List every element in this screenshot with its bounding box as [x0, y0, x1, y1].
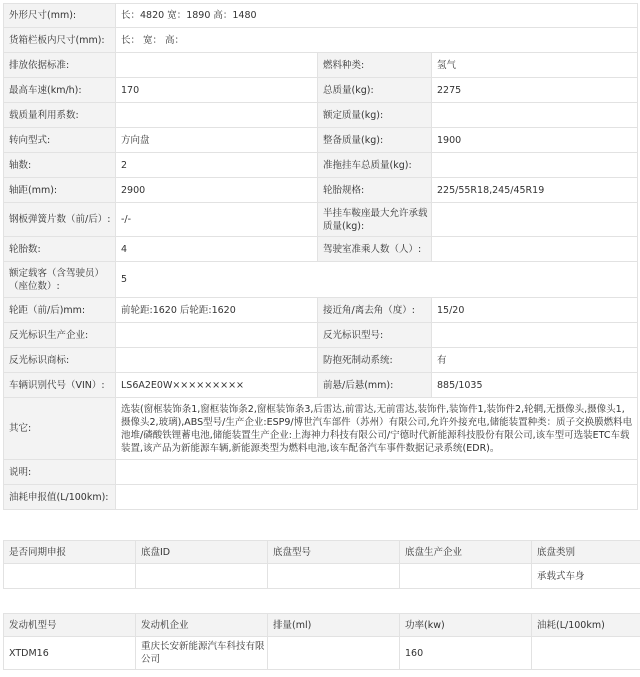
- spec-value: 885/1035: [432, 373, 638, 398]
- chassis-data-row: [4, 564, 640, 589]
- spec-label: 总质量(kg):: [318, 78, 432, 103]
- engine-cell: [268, 637, 400, 670]
- engine-header: 排量(ml): [268, 614, 400, 637]
- chassis-cell: [136, 564, 268, 589]
- spec-row: [4, 4, 638, 28]
- spec-value: [432, 203, 638, 237]
- spec-label: 载质量利用系数:: [4, 103, 116, 128]
- chassis-header: 是否同期申报: [4, 541, 136, 564]
- spec-label: 反光标识商标:: [4, 348, 116, 373]
- spec-value: [116, 103, 318, 128]
- spec-value: [116, 348, 318, 373]
- vin-value: LS6A2E0W×××××××××: [116, 373, 318, 398]
- engine-cell: 160: [400, 637, 532, 670]
- spec-label: 车辆识别代号（VIN）:: [4, 373, 116, 398]
- chassis-table: [3, 540, 640, 589]
- spec-value: 方向盘: [116, 128, 318, 153]
- engine-cell: 重庆长安新能源汽车科技有限公司: [136, 637, 268, 670]
- other-notes: 选装(窗框装饰条1,窗框装饰条2,窗框装饰条3,后雷达,前雷达,无前雷达,装饰件,装饰件1,装饰件2,轮辋,无摄像头,摄像头1,摄像头2,玻璃),ABS型号/生产企业:ESP9/博世汽车部件（苏州）有限公司,允许外接充电,储能装置种类：质子交换膜燃料电池堆/磷酸铁锂蓄电池,储能装置生产企业:上海神力科技有限公司/宁德时代新能源科技股份有限公司,该车型可选装ETC车载装置,该产品为新能源车辆,新能源类型为燃料电池,该车配备汽车事件数据记录系统(EDR)。: [116, 398, 638, 460]
- engine-header: 发动机型号: [4, 614, 136, 637]
- spec-row: [4, 128, 638, 153]
- chassis-cell: 承载式车身: [532, 564, 640, 589]
- spec-label: 其它:: [4, 398, 116, 460]
- spec-value: [432, 153, 638, 178]
- spec-value: 15/20: [432, 298, 638, 323]
- vehicle-spec-table: [3, 3, 638, 510]
- spec-value: [432, 323, 638, 348]
- spec-label: 额定质量(kg):: [318, 103, 432, 128]
- engine-header: 油耗(L/100km): [532, 614, 640, 637]
- spec-label: 最高车速(km/h):: [4, 78, 116, 103]
- spec-label: 货箱栏板内尺寸(mm):: [4, 28, 116, 53]
- spec-value: 1900: [432, 128, 638, 153]
- spec-label: 油耗申报值(L/100km):: [4, 485, 116, 510]
- engine-data-row: [4, 637, 640, 670]
- engine-header-row: [4, 614, 640, 637]
- spec-value: 225/55R18,245/45R19: [432, 178, 638, 203]
- chassis-cell: [4, 564, 136, 589]
- spec-label: 钢板弹簧片数（前/后）:: [4, 203, 116, 237]
- spec-label: 反光标识生产企业:: [4, 323, 116, 348]
- chassis-cell: [400, 564, 532, 589]
- spec-row: [4, 460, 638, 485]
- spec-label: 转向型式:: [4, 128, 116, 153]
- spec-value: 有: [432, 348, 638, 373]
- engine-header: 发动机企业: [136, 614, 268, 637]
- spec-value: [116, 53, 318, 78]
- engine-header: 功率(kw): [400, 614, 532, 637]
- spec-row: [4, 373, 638, 398]
- engine-cell: XTDM16: [4, 637, 136, 670]
- spec-value: 170: [116, 78, 318, 103]
- spec-label: 燃料种类:: [318, 53, 432, 78]
- spec-label: 准拖挂车总质量(kg):: [318, 153, 432, 178]
- spec-label: 驾驶室准乘人数（人）:: [318, 237, 432, 262]
- spec-label: 轮胎数:: [4, 237, 116, 262]
- spec-label: 半挂车鞍座最大允许承载质量(kg):: [318, 203, 432, 237]
- spec-row: [4, 28, 638, 53]
- engine-table: [3, 613, 640, 670]
- spec-value: [116, 460, 638, 485]
- spec-row: [4, 323, 638, 348]
- spec-label: 轴数:: [4, 153, 116, 178]
- spec-label: 接近角/离去角（度）:: [318, 298, 432, 323]
- chassis-cell: [268, 564, 400, 589]
- spec-row: [4, 53, 638, 78]
- spec-label: 说明:: [4, 460, 116, 485]
- spec-value: 前轮距:1620 后轮距:1620: [116, 298, 318, 323]
- spec-label: 反光标识型号:: [318, 323, 432, 348]
- spec-label: 排放依据标准:: [4, 53, 116, 78]
- chassis-header: 底盘ID: [136, 541, 268, 564]
- spec-row: [4, 178, 638, 203]
- spec-value: [116, 485, 638, 510]
- spec-label: 轮距（前/后)mm:: [4, 298, 116, 323]
- spec-row: [4, 103, 638, 128]
- spec-value: 长：4820 宽：1890 高：1480: [116, 4, 638, 28]
- spec-row: [4, 298, 638, 323]
- spec-value: 2900: [116, 178, 318, 203]
- spec-row: [4, 237, 638, 262]
- spec-label: 前悬/后悬(mm):: [318, 373, 432, 398]
- spec-label: 轮胎规格:: [318, 178, 432, 203]
- spec-label: 整备质量(kg):: [318, 128, 432, 153]
- spec-value: -/-: [116, 203, 318, 237]
- spec-row: [4, 203, 638, 237]
- spec-row: [4, 78, 638, 103]
- spec-value: 4: [116, 237, 318, 262]
- chassis-header: 底盘型号: [268, 541, 400, 564]
- chassis-header: 底盘类别: [532, 541, 640, 564]
- spec-label: 额定载客（含驾驶员）（座位数）:: [4, 262, 116, 298]
- spec-value: [116, 323, 318, 348]
- spec-value: 氢气: [432, 53, 638, 78]
- spec-row: [4, 485, 638, 510]
- engine-cell: [532, 637, 640, 670]
- chassis-header: 底盘生产企业: [400, 541, 532, 564]
- spec-label: 外形尺寸(mm):: [4, 4, 116, 28]
- spec-value: 2: [116, 153, 318, 178]
- spec-value: 长： 宽： 高：: [116, 28, 638, 53]
- spec-value: [432, 237, 638, 262]
- spec-row: [4, 348, 638, 373]
- spec-value: 5: [116, 262, 638, 298]
- spec-row: [4, 262, 638, 298]
- spec-label: 防抱死制动系统:: [318, 348, 432, 373]
- spec-value: 2275: [432, 78, 638, 103]
- chassis-header-row: [4, 541, 640, 564]
- spec-value: [432, 103, 638, 128]
- spec-row: [4, 398, 638, 460]
- spec-label: 轴距(mm):: [4, 178, 116, 203]
- spec-row: [4, 153, 638, 178]
